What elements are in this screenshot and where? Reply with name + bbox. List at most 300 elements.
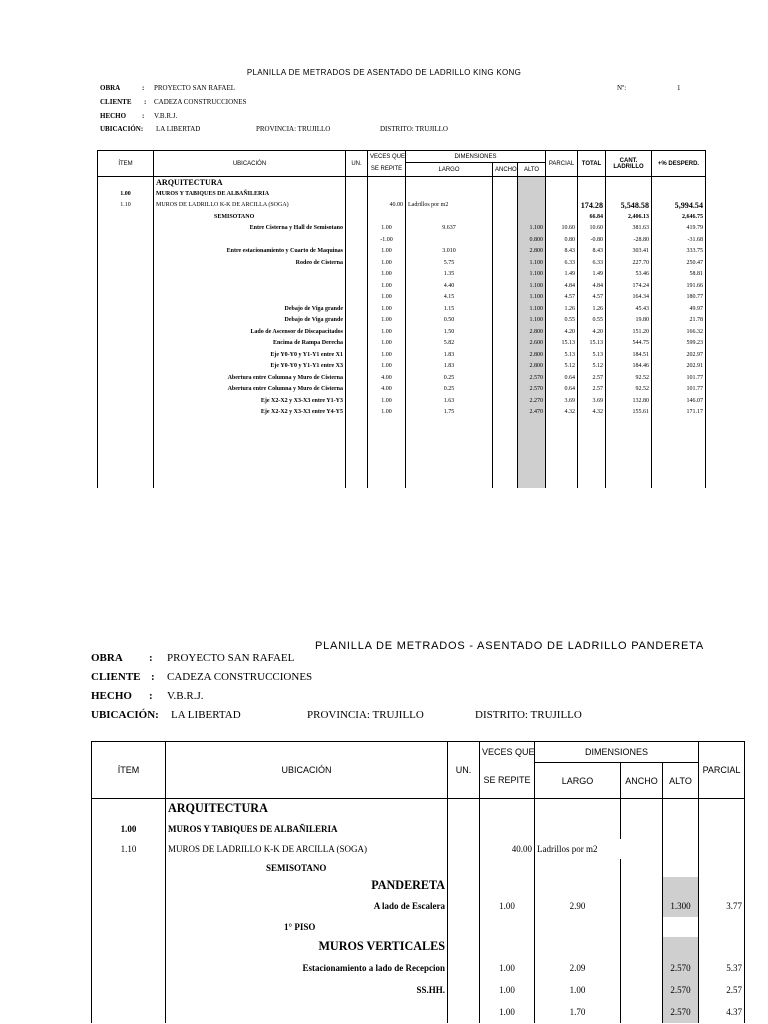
row-location: Rodeo de Cisterna (154, 257, 346, 269)
row-location (154, 280, 346, 292)
table-row (98, 223, 706, 235)
hecho-label: HECHO (91, 690, 132, 702)
row-ancho (493, 257, 518, 269)
row-un (346, 338, 368, 350)
row-un (346, 349, 368, 361)
row-veces: 1.00 (480, 895, 535, 917)
item-description: MUROS DE LADRILLO K-K DE ARCILLA (SOGA) (154, 200, 346, 212)
row-total: 1.49 (578, 269, 606, 281)
row-desperd: 333.75 (652, 246, 706, 258)
row-alto: 1.100 (518, 269, 546, 281)
row-item (98, 407, 154, 419)
row-ancho (493, 326, 518, 338)
row-alto: 2.570 (518, 384, 546, 396)
row-cant: 132.80 (606, 395, 652, 407)
row-total: 4.84 (578, 280, 606, 292)
row-item (98, 269, 154, 281)
colon: : (142, 84, 145, 92)
row-desperd: 21.78 (652, 315, 706, 327)
row-total: 6.33 (578, 257, 606, 269)
row-item (98, 280, 154, 292)
row-alto: 2.270 (518, 395, 546, 407)
row-largo: 0.25 (406, 384, 493, 396)
row-desperd: 419.79 (652, 223, 706, 235)
row-location (154, 269, 346, 281)
row-location: SS.HH. (166, 979, 448, 1001)
ubicacion-value: LA LIBERTAD (156, 125, 201, 133)
section-arquitectura: ARQUITECTURA (166, 799, 448, 819)
table-row (98, 257, 706, 269)
row-veces: 1.00 (368, 223, 406, 235)
row-desperd: 250.47 (652, 257, 706, 269)
subsection-cant: 2,406.13 (606, 211, 652, 223)
row-parcial: 6.33 (546, 257, 578, 269)
row-location: Abertura entre Columna y Muro de Cisterna (154, 384, 346, 396)
item-qty: 40.00 (480, 839, 535, 859)
row-total: 4.57 (578, 292, 606, 304)
colon: : (149, 652, 153, 664)
col-veces-header: VECES QUE (368, 151, 406, 163)
row-location (154, 292, 346, 304)
row-item (98, 372, 154, 384)
row-alto: 2.800 (518, 361, 546, 373)
item-description: MUROS Y TABIQUES DE ALBAÑILERIA (154, 188, 346, 200)
row-ancho (493, 223, 518, 235)
row-desperd: 599.23 (652, 338, 706, 350)
row-parcial: 0.80 (546, 234, 578, 246)
table-row (98, 326, 706, 338)
row-alto: 2.570 (663, 957, 699, 979)
col-item-header: ÍTEM (98, 151, 154, 177)
row-item (98, 315, 154, 327)
row-alto: 1.100 (518, 257, 546, 269)
row-item (98, 257, 154, 269)
row-desperd: 58.81 (652, 269, 706, 281)
row-parcial: 1.26 (546, 303, 578, 315)
subsection-pandereta: PANDERETA (166, 877, 448, 895)
row-desperd: 101.77 (652, 372, 706, 384)
colon: : (144, 98, 147, 106)
row-un (346, 315, 368, 327)
row-veces: 1.00 (480, 1001, 535, 1023)
row-location (154, 234, 346, 246)
row-alto: 2.570 (518, 372, 546, 384)
subsection-piso1: 1° PISO (166, 917, 448, 937)
row-total: 0.55 (578, 315, 606, 327)
col-largo-header: LARGO (535, 763, 621, 799)
row-un (448, 1001, 480, 1023)
table-row (98, 269, 706, 281)
obra-value: PROYECTO SAN RAFAEL (167, 652, 295, 664)
obra-label: OBRA (100, 84, 121, 92)
obra-label: OBRA (91, 652, 123, 664)
row-ancho (493, 234, 518, 246)
row-ancho (493, 407, 518, 419)
subsection-muros-verticales: MUROS VERTICALES (166, 937, 448, 957)
row-largo: 4.40 (406, 280, 493, 292)
sheet1-table (97, 150, 706, 488)
table-row (98, 303, 706, 315)
row-total: 8.43 (578, 246, 606, 258)
row-item (98, 292, 154, 304)
row-largo: 4.15 (406, 292, 493, 304)
row-un (346, 303, 368, 315)
row-un (346, 361, 368, 373)
row-veces: 1.00 (368, 395, 406, 407)
row-cant: 155.61 (606, 407, 652, 419)
cliente-label: CLIENTE (91, 671, 141, 683)
row-cant: 45.43 (606, 303, 652, 315)
item-cant: 5,548.58 (606, 200, 652, 212)
distrito-value: DISTRITO: TRUJILLO (380, 125, 448, 133)
row-ancho (493, 384, 518, 396)
row-alto: 2.570 (663, 1001, 699, 1023)
row-alto: 1.100 (518, 223, 546, 235)
row-ancho (621, 1001, 663, 1023)
row-parcial: 10.60 (546, 223, 578, 235)
row-veces: 1.00 (368, 407, 406, 419)
col-parcial-header: PARCIAL (546, 151, 578, 177)
ubicacion-label: UBICACIÓN: (100, 125, 144, 133)
row-veces: 1.00 (480, 957, 535, 979)
row-un (346, 372, 368, 384)
row-parcial: 0.55 (546, 315, 578, 327)
row-item (98, 338, 154, 350)
row-item (98, 384, 154, 396)
row-cant: 92.52 (606, 372, 652, 384)
row-veces: 1.00 (368, 269, 406, 281)
ubicacion-value: LA LIBERTAD (171, 709, 241, 721)
table-row (98, 315, 706, 327)
row-cant: 184.51 (606, 349, 652, 361)
col-ubicacion-header: UBICACIÓN (154, 151, 346, 177)
row-parcial: 4.20 (546, 326, 578, 338)
row-item (98, 246, 154, 258)
row-desperd: 191.66 (652, 280, 706, 292)
table-row (98, 349, 706, 361)
col-parcial-header: PARCIAL (699, 742, 745, 799)
row-parcial: 5.37 (699, 957, 745, 979)
colon: : (149, 690, 153, 702)
row-alto: 0.800 (518, 234, 546, 246)
col-serepite-header: SE REPITE (368, 163, 406, 177)
row-veces: 4.00 (368, 384, 406, 396)
row-alto: 1.300 (663, 895, 699, 917)
row-item (92, 979, 166, 1001)
sheet1-nro-label: Nº: (617, 84, 627, 92)
row-total: 5.13 (578, 349, 606, 361)
row-un (346, 257, 368, 269)
row-largo: 5.75 (406, 257, 493, 269)
row-location: Entre estacionamiento y Cuarto de Maquinas (154, 246, 346, 258)
colon: : (151, 671, 155, 683)
row-alto: 1.100 (518, 280, 546, 292)
row-veces: 1.00 (368, 338, 406, 350)
row-total: -0.80 (578, 234, 606, 246)
row-ancho (493, 246, 518, 258)
row-location: Lado de Ascensor de Discapacitados (154, 326, 346, 338)
row-alto: 2.470 (518, 407, 546, 419)
row-ancho (493, 338, 518, 350)
sheet-king-kong (0, 0, 768, 500)
row-item (98, 395, 154, 407)
row-un (346, 407, 368, 419)
col-ubicacion-header: UBICACIÓN (166, 742, 448, 799)
item-total: 174.28 (578, 200, 606, 212)
col-total-header: TOTAL (578, 151, 606, 177)
row-total: 4.32 (578, 407, 606, 419)
col-item-header: ÍTEM (92, 742, 166, 799)
col-largo-header: LARGO (406, 163, 493, 177)
col-alto-header: ALTO (663, 763, 699, 799)
row-parcial: 4.84 (546, 280, 578, 292)
row-total: 4.20 (578, 326, 606, 338)
row-largo: 2.09 (535, 957, 621, 979)
subsection-total: 66.84 (578, 211, 606, 223)
row-desperd: 101.77 (652, 384, 706, 396)
row-desperd: 166.32 (652, 326, 706, 338)
row-parcial: 4.37 (699, 1001, 745, 1023)
row-veces: 1.00 (368, 257, 406, 269)
row-alto: 1.100 (518, 315, 546, 327)
sheet1-title: PLANILLA DE METRADOS DE ASENTADO DE LADRILLO KING KONG (246, 68, 522, 77)
item-number: 1.10 (98, 200, 154, 212)
row-largo: 1.35 (406, 269, 493, 281)
row-largo: 1.63 (406, 395, 493, 407)
sheet1-rows (98, 223, 706, 419)
row-largo: 0.50 (406, 315, 493, 327)
row-item (98, 303, 154, 315)
row-alto: 2.600 (518, 338, 546, 350)
row-parcial: 8.43 (546, 246, 578, 258)
row-cant: 92.52 (606, 384, 652, 396)
row-cant: 184.46 (606, 361, 652, 373)
row-alto: 2.800 (518, 349, 546, 361)
row-largo: 1.00 (535, 979, 621, 1001)
row-cant: 19.80 (606, 315, 652, 327)
row-un (346, 280, 368, 292)
row-veces: 1.00 (368, 246, 406, 258)
provincia-value: PROVINCIA: TRUJILLO (256, 125, 331, 133)
sheet2-title: PLANILLA DE METRADOS - ASENTADO DE LADRILLO PANDERETA (315, 640, 704, 652)
row-un (448, 957, 480, 979)
item-unit: Ladrillos por m2 (535, 839, 663, 859)
row-parcial: 3.69 (546, 395, 578, 407)
row-veces: 1.00 (480, 979, 535, 1001)
row-item (98, 361, 154, 373)
row-ancho (493, 280, 518, 292)
row-location: Entre Cisterna y Hall de Semisotano (154, 223, 346, 235)
table-row (98, 280, 706, 292)
row-largo: 1.50 (406, 326, 493, 338)
subsection-desperd: 2,646.75 (652, 211, 706, 223)
row-alto: 2.800 (518, 246, 546, 258)
item-number: 1.00 (98, 188, 154, 200)
row-un (448, 979, 480, 1001)
table-row (98, 395, 706, 407)
row-cant: 544.75 (606, 338, 652, 350)
row-ancho (493, 349, 518, 361)
hecho-value: V.B.R.J. (167, 690, 204, 702)
col-cant-header: CANT. LADRILLO (606, 151, 652, 177)
row-location: Debajo de Viga grande (154, 315, 346, 327)
row-ancho (621, 957, 663, 979)
hecho-label: HECHO (100, 112, 127, 120)
row-un (346, 269, 368, 281)
row-ancho (493, 395, 518, 407)
row-total: 15.13 (578, 338, 606, 350)
row-parcial: 2.57 (699, 979, 745, 1001)
row-parcial: 15.13 (546, 338, 578, 350)
row-item (98, 234, 154, 246)
row-un (346, 292, 368, 304)
row-desperd: 49.97 (652, 303, 706, 315)
row-un (346, 223, 368, 235)
row-total: 5.12 (578, 361, 606, 373)
row-ancho (493, 315, 518, 327)
row-item (98, 326, 154, 338)
cliente-value: CADEZA CONSTRUCCIONES (154, 98, 247, 106)
row-total: 3.69 (578, 395, 606, 407)
table-row (98, 338, 706, 350)
row-largo: 1.83 (406, 361, 493, 373)
row-alto: 1.100 (518, 303, 546, 315)
row-cant: 53.46 (606, 269, 652, 281)
row-item (98, 223, 154, 235)
row-location: Estacionamiento a lado de Recepcion (166, 957, 448, 979)
row-largo: 1.75 (406, 407, 493, 419)
row-cant: 381.63 (606, 223, 652, 235)
table-row (98, 384, 706, 396)
row-parcial: 5.13 (546, 349, 578, 361)
row-cant: 164.34 (606, 292, 652, 304)
row-cant: -28.80 (606, 234, 652, 246)
row-cant: 151.20 (606, 326, 652, 338)
row-ancho (493, 269, 518, 281)
row-location: Encima de Rampa Derecha (154, 338, 346, 350)
row-veces: -1.00 (368, 234, 406, 246)
table-row (98, 246, 706, 258)
row-ancho (621, 979, 663, 1001)
row-veces: 1.00 (368, 361, 406, 373)
row-veces: 1.00 (368, 315, 406, 327)
row-un (346, 326, 368, 338)
row-location: Abertura entre Columna y Muro de Cisterna (154, 372, 346, 384)
row-cant: 303.41 (606, 246, 652, 258)
row-parcial: 4.32 (546, 407, 578, 419)
row-location: A lado de Escalera (166, 895, 448, 917)
colon: : (142, 112, 145, 120)
item-desperd: 5,994.54 (652, 200, 706, 212)
row-parcial: 5.12 (546, 361, 578, 373)
col-un-header: UN. (346, 151, 368, 177)
row-location: Debajo de Viga grande (154, 303, 346, 315)
item-number: 1.00 (92, 819, 166, 839)
col-dimensiones-header: DIMENSIONES (535, 742, 699, 763)
provincia-value: PROVINCIA: TRUJILLO (307, 709, 424, 721)
row-location (166, 1001, 448, 1023)
col-desperd-header: +% DESPERD. (652, 151, 706, 177)
row-total: 2.57 (578, 384, 606, 396)
table-row (98, 361, 706, 373)
table-row (92, 957, 745, 979)
item-description: MUROS Y TABIQUES DE ALBAÑILERIA (166, 819, 448, 839)
row-desperd: 180.77 (652, 292, 706, 304)
subsection-semisotano: SEMISOTANO (166, 859, 448, 877)
row-item (92, 957, 166, 979)
row-total: 1.26 (578, 303, 606, 315)
cliente-value: CADEZA CONSTRUCCIONES (167, 671, 313, 683)
row-alto: 1.100 (518, 292, 546, 304)
row-location: Eje Y0-Y0 y Y1-Y1 entre X1 (154, 349, 346, 361)
row-un (346, 246, 368, 258)
row-largo (406, 234, 493, 246)
row-ancho (493, 361, 518, 373)
obra-value: PROYECTO SAN RAFAEL (154, 84, 236, 92)
row-largo: 3.010 (406, 246, 493, 258)
row-desperd: 171.17 (652, 407, 706, 419)
row-veces: 1.00 (368, 292, 406, 304)
row-alto: 2.800 (518, 326, 546, 338)
row-un (346, 395, 368, 407)
row-largo: 1.15 (406, 303, 493, 315)
col-serepite-header: SE REPITE (480, 763, 535, 799)
row-largo: 0.25 (406, 372, 493, 384)
row-alto: 2.570 (663, 979, 699, 1001)
row-cant: 174.24 (606, 280, 652, 292)
row-largo: 9.637 (406, 223, 493, 235)
row-parcial: 0.64 (546, 384, 578, 396)
row-item (98, 349, 154, 361)
row-desperd: 202.97 (652, 349, 706, 361)
row-desperd: 146.07 (652, 395, 706, 407)
row-desperd: 202.91 (652, 361, 706, 373)
ubicacion-label: UBICACIÓN: (91, 709, 159, 721)
row-desperd: -31.68 (652, 234, 706, 246)
row-total: 10.60 (578, 223, 606, 235)
row-location: Eje X2-X2 y X3-X3 entre Y4-Y5 (154, 407, 346, 419)
row-cant: 227.70 (606, 257, 652, 269)
row-un (346, 384, 368, 396)
row-largo: 1.70 (535, 1001, 621, 1023)
sheet-pandereta (0, 610, 768, 1024)
row-parcial: 4.57 (546, 292, 578, 304)
section-arquitectura: ARQUITECTURA (154, 177, 346, 189)
row-ancho (493, 303, 518, 315)
col-un-header: UN. (448, 742, 480, 799)
row-parcial: 1.49 (546, 269, 578, 281)
col-alto-header: ALTO (518, 163, 546, 177)
cliente-label: CLIENTE (100, 98, 132, 106)
row-parcial: 3.77 (699, 895, 745, 917)
col-ancho-header: ANCHO (621, 763, 663, 799)
row-veces: 1.00 (368, 280, 406, 292)
hecho-value: V.B.R.J. (154, 112, 178, 120)
table-row (98, 372, 706, 384)
row-largo: 5.82 (406, 338, 493, 350)
row-total: 2.57 (578, 372, 606, 384)
item-description: MUROS DE LADRILLO K-K DE ARCILLA (SOGA) (166, 839, 448, 859)
row-item (92, 1001, 166, 1023)
row-parcial: 0.64 (546, 372, 578, 384)
table-row (98, 234, 706, 246)
item-number: 1.10 (92, 839, 166, 859)
row-veces: 1.00 (368, 349, 406, 361)
table-row (98, 292, 706, 304)
sheet2-table (91, 741, 745, 1023)
row-un (346, 234, 368, 246)
row-location: Eje Y0-Y0 y Y1-Y1 entre X3 (154, 361, 346, 373)
